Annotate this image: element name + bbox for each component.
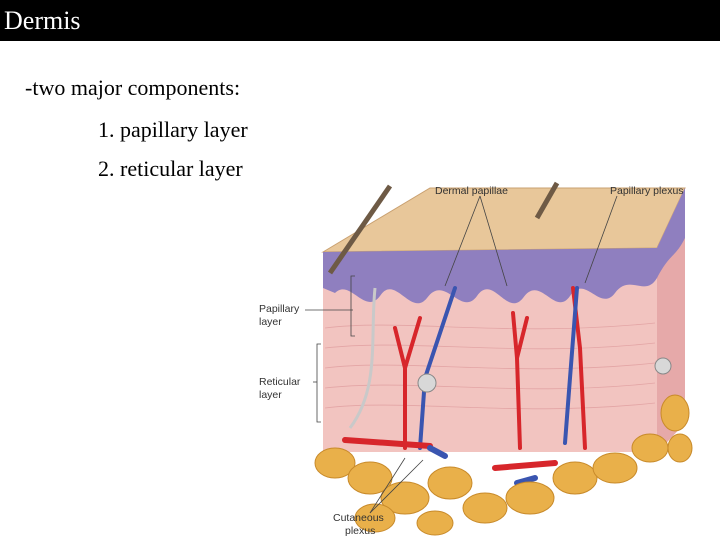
side-corpuscle: [655, 358, 671, 374]
label-papillary-plexus: Papillary plexus: [610, 185, 684, 197]
label-papillary-layer-line2: layer: [259, 316, 282, 328]
slide-title: Dermis: [4, 6, 81, 35]
label-reticular-layer-line1: Reticular: [259, 376, 301, 388]
bullet-reticular-layer: 2. reticular layer: [98, 156, 243, 181]
skin-diagram: [255, 178, 720, 540]
skin-surface: [323, 188, 685, 252]
label-dermal-papillae: Dermal papillae: [435, 185, 508, 197]
bullet-components: -two major components:: [25, 75, 241, 100]
label-papillary-layer-line1: Papillary: [259, 303, 300, 315]
label-cutaneous-plexus-line1: Cutaneous: [333, 512, 384, 524]
bullet-papillary-layer: 1. papillary layer: [98, 117, 248, 142]
label-reticular-layer-line2: layer: [259, 389, 282, 401]
title-bar: [0, 0, 720, 41]
skin-cross-section-illustration: [255, 178, 720, 540]
lamellated-corpuscle: [418, 374, 436, 392]
label-cutaneous-plexus-line2: plexus: [345, 525, 376, 537]
